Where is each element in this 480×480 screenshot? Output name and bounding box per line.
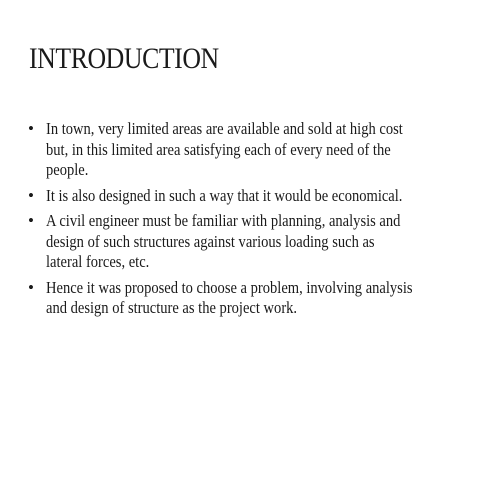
bullet-marker: •: [28, 277, 34, 297]
bullet-item: [28, 186, 458, 207]
bullet-line: In town, very limited areas are available and sold at high cost: [46, 119, 403, 138]
bullet-line: and design of structure as the project work.: [46, 298, 298, 317]
bullet-item: [28, 119, 458, 181]
bullet-line: design of such structures against various loading such as: [46, 231, 375, 251]
bullet-list: [28, 119, 458, 324]
bullet-text: [46, 186, 458, 207]
bullet-item: [28, 278, 458, 319]
bullet-line: lateral forces, etc.: [46, 252, 150, 271]
bullet-line: It is also designed in such a way that it would be economical.: [46, 185, 403, 205]
bullet-line: people.: [46, 160, 89, 179]
bullet-marker: •: [28, 119, 34, 138]
slide-title: INTRODUCTION: [29, 42, 219, 75]
bullet-text: [46, 211, 458, 273]
bullet-item: [28, 211, 458, 273]
bullet-marker: •: [28, 211, 34, 230]
bullet-marker: •: [28, 185, 34, 205]
bullet-text: [46, 119, 458, 181]
bullet-line: A civil engineer must be familiar with planning, analysis and: [46, 211, 401, 230]
bullet-text: [46, 278, 458, 319]
bullet-line: but, in this limited area satisfying each of every need of the: [46, 139, 391, 159]
bullet-line: Hence it was proposed to choose a problem, involving analysis: [46, 277, 413, 297]
